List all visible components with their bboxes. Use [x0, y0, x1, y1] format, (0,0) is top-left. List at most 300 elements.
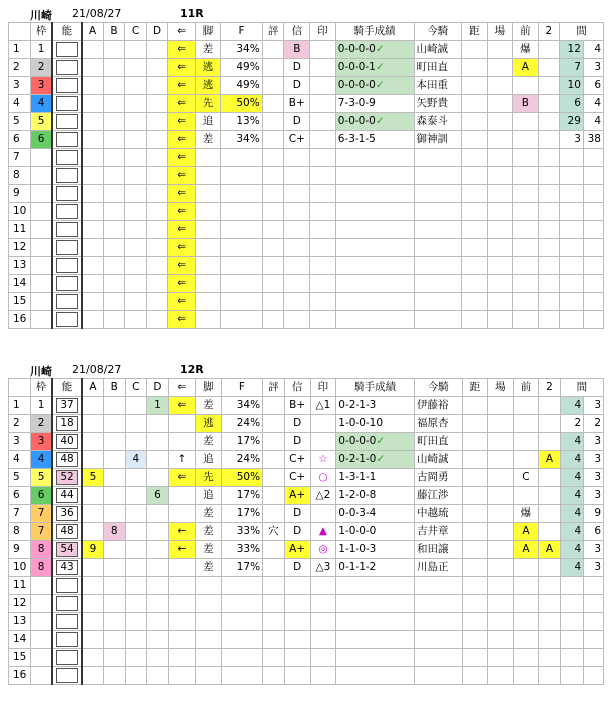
row-number: 15 — [9, 293, 31, 311]
col-c — [125, 311, 147, 329]
col-a — [82, 113, 104, 131]
hyo-cell — [262, 185, 284, 203]
shin-cell: B+ — [284, 397, 310, 415]
konki-cell — [415, 667, 463, 685]
row-number: 15 — [9, 649, 31, 667]
column-header: 2 — [539, 379, 561, 397]
konki-cell — [414, 311, 462, 329]
col-c — [125, 667, 147, 685]
f-cell: 33% — [221, 541, 262, 559]
col-d — [146, 293, 168, 311]
mark-cell — [310, 59, 336, 77]
ba-cell — [487, 203, 513, 221]
row-number: 8 — [9, 167, 31, 185]
interval-2 — [584, 649, 604, 667]
konki-cell — [414, 257, 462, 275]
column-header: 枠 — [30, 379, 52, 397]
kyaku-cell: 差 — [195, 131, 221, 149]
col-a — [82, 221, 104, 239]
kyaku-cell — [195, 311, 221, 329]
waku-cell — [30, 257, 52, 275]
kyori-cell — [462, 257, 488, 275]
interval-1: 10 — [560, 77, 584, 95]
interval-2: 2 — [584, 415, 604, 433]
mark-cell — [310, 613, 336, 631]
mark-cell — [310, 113, 336, 131]
ability-cell — [52, 577, 82, 595]
mae-cell — [513, 113, 539, 131]
col-c — [125, 203, 147, 221]
col-a — [82, 613, 104, 631]
header-blank — [9, 379, 31, 397]
table-row — [9, 667, 604, 685]
interval-2: 3 — [583, 59, 603, 77]
col-d — [146, 95, 168, 113]
interval-1 — [560, 667, 583, 685]
konki-cell: 和田譲 — [415, 541, 463, 559]
mark-cell — [310, 149, 336, 167]
column-header: 騎手成績 — [335, 23, 414, 41]
jockey-record: 1-3-1-1 — [338, 471, 377, 483]
konki-cell: 伊藤裕 — [415, 397, 463, 415]
kyaku-cell — [195, 293, 221, 311]
table-row — [9, 613, 604, 631]
col-c — [125, 59, 147, 77]
table-row — [9, 469, 604, 487]
col-d — [146, 113, 168, 131]
waku-cell — [30, 203, 52, 221]
interval-2 — [583, 239, 603, 257]
column-header: 評 — [263, 379, 285, 397]
ability-cell — [52, 275, 81, 293]
shin-cell: D — [284, 559, 310, 577]
col-a — [82, 185, 104, 203]
col-d — [146, 221, 168, 239]
ability-cell — [52, 667, 82, 685]
konki-cell: 山崎誠 — [415, 451, 463, 469]
f-cell — [221, 667, 262, 685]
ni-cell — [538, 95, 560, 113]
ability-box — [56, 222, 77, 237]
ability-box — [56, 150, 77, 165]
arrow-cell: ⇐ — [168, 469, 195, 487]
kyori-cell — [462, 239, 488, 257]
row-number: 7 — [9, 149, 31, 167]
hyo-cell — [263, 487, 285, 505]
col-c — [125, 113, 147, 131]
arrow-cell: ⇐ — [168, 113, 195, 131]
column-header: 能 — [52, 23, 81, 41]
ba-cell — [487, 149, 513, 167]
mae-cell: B — [513, 95, 539, 113]
mark-cell — [310, 577, 336, 595]
ba-cell — [487, 59, 513, 77]
ba-cell — [487, 275, 513, 293]
col-a — [82, 239, 104, 257]
arrow-cell: ⇐ — [168, 203, 195, 221]
ba-cell — [487, 257, 513, 275]
interval-2: 3 — [584, 541, 604, 559]
konki-cell: 森泰斗 — [414, 113, 462, 131]
shin-cell — [284, 275, 310, 293]
jockey-cell — [335, 167, 414, 185]
mae-cell — [513, 415, 539, 433]
kyori-cell — [462, 131, 488, 149]
konki-cell — [414, 203, 462, 221]
ability-box: 52 — [56, 470, 78, 485]
konki-cell — [415, 631, 463, 649]
hyo-cell — [262, 131, 284, 149]
table-row — [9, 415, 604, 433]
column-header: 間 — [560, 379, 603, 397]
kyori-cell — [462, 469, 488, 487]
row-number: 3 — [9, 433, 31, 451]
race-block-11r — [8, 2, 604, 329]
konki-cell — [415, 649, 463, 667]
col-c — [125, 523, 147, 541]
race-header — [8, 2, 604, 22]
mae-cell — [513, 149, 539, 167]
ba-cell — [488, 541, 514, 559]
interval-1 — [560, 221, 584, 239]
row-number: 9 — [9, 185, 31, 203]
col-d — [146, 311, 168, 329]
jockey-record: 0-2-1-3 — [338, 399, 377, 411]
ni-cell — [538, 59, 560, 77]
arrow-cell: ⇐ — [168, 275, 195, 293]
shin-cell — [284, 167, 310, 185]
konki-cell: 福原杏 — [415, 415, 463, 433]
kyori-cell — [462, 221, 488, 239]
arrow-cell — [168, 415, 195, 433]
table-row — [9, 523, 604, 541]
waku-cell: 3 — [30, 77, 52, 95]
col-a — [82, 41, 104, 59]
kyaku-cell — [195, 185, 221, 203]
jockey-cell — [336, 631, 415, 649]
jockey-cell — [336, 433, 415, 451]
f-cell — [221, 649, 262, 667]
waku-cell — [30, 649, 52, 667]
jockey-cell — [336, 541, 415, 559]
f-cell — [221, 631, 262, 649]
kyori-cell — [462, 415, 488, 433]
interval-2 — [584, 613, 604, 631]
header-row — [9, 23, 604, 41]
kyori-cell — [462, 649, 488, 667]
interval-2: 3 — [584, 433, 604, 451]
hyo-cell — [263, 541, 285, 559]
ability-box — [56, 596, 78, 611]
arrow-cell: ⇐ — [168, 167, 195, 185]
ability-box — [56, 294, 77, 309]
waku-cell: 2 — [30, 59, 52, 77]
column-header: 信 — [284, 379, 310, 397]
shin-cell — [284, 577, 310, 595]
col-b — [103, 203, 125, 221]
f-cell: 50% — [221, 469, 262, 487]
interval-1: 6 — [560, 95, 584, 113]
column-header: A — [82, 379, 104, 397]
col-b — [103, 77, 125, 95]
jockey-cell — [336, 487, 415, 505]
race-number: 12R — [180, 363, 204, 376]
mark-cell — [310, 167, 336, 185]
konki-cell — [415, 613, 463, 631]
ability-cell — [52, 113, 81, 131]
mark-cell — [310, 631, 336, 649]
ni-cell — [538, 185, 560, 203]
col-b — [103, 487, 125, 505]
waku-cell — [30, 221, 52, 239]
shin-cell: A+ — [284, 487, 310, 505]
ability-box — [56, 60, 77, 75]
ability-box — [56, 312, 77, 327]
interval-2: 9 — [584, 505, 604, 523]
mae-cell — [513, 559, 539, 577]
race-table — [8, 22, 604, 329]
col-d — [147, 595, 169, 613]
ba-cell — [487, 95, 513, 113]
col-a — [82, 451, 104, 469]
column-header: 評 — [262, 23, 284, 41]
column-header: 枠 — [30, 23, 52, 41]
ability-cell — [52, 469, 82, 487]
hyo-cell — [263, 505, 285, 523]
jockey-cell — [335, 59, 414, 77]
ni-cell — [539, 577, 561, 595]
waku-cell — [30, 595, 52, 613]
ba-cell — [487, 185, 513, 203]
interval-2 — [583, 311, 603, 329]
col-d — [146, 185, 168, 203]
col-a — [82, 257, 104, 275]
column-header: ⇐ — [168, 379, 195, 397]
mark-cell — [310, 415, 336, 433]
col-c — [125, 77, 147, 95]
column-header: F — [221, 23, 262, 41]
column-header: C — [125, 379, 147, 397]
ba-cell — [488, 667, 514, 685]
ability-cell — [52, 523, 82, 541]
table-row — [9, 595, 604, 613]
col-c — [125, 221, 147, 239]
jockey-cell — [336, 613, 415, 631]
jockey-cell — [336, 595, 415, 613]
f-cell — [221, 595, 262, 613]
row-number: 12 — [9, 595, 31, 613]
ability-box: 54 — [56, 542, 78, 557]
col-c — [125, 559, 147, 577]
col-d — [146, 275, 168, 293]
col-b — [103, 397, 125, 415]
hyo-cell — [262, 59, 284, 77]
ba-cell — [488, 631, 514, 649]
arrow-cell: ⇐ — [168, 59, 195, 77]
kyori-cell — [462, 541, 488, 559]
waku-cell — [30, 667, 52, 685]
waku-cell — [30, 239, 52, 257]
ba-cell — [488, 559, 514, 577]
arrow-cell — [168, 505, 195, 523]
row-number: 4 — [9, 95, 31, 113]
interval-1 — [560, 293, 584, 311]
mark-cell — [310, 293, 336, 311]
col-b — [103, 451, 125, 469]
shin-cell — [284, 293, 310, 311]
kyaku-cell: 先 — [195, 95, 221, 113]
arrow-cell — [168, 631, 195, 649]
interval-2 — [583, 257, 603, 275]
waku-cell: 1 — [30, 397, 52, 415]
row-number: 1 — [9, 397, 31, 415]
hyo-cell — [262, 41, 284, 59]
ability-cell — [52, 167, 81, 185]
kyori-cell — [462, 559, 488, 577]
ability-box: 48 — [56, 452, 78, 467]
f-cell — [221, 257, 262, 275]
shin-cell: D — [284, 505, 310, 523]
konki-cell: 藤江渉 — [415, 487, 463, 505]
ba-cell — [487, 221, 513, 239]
ability-cell — [52, 41, 81, 59]
kyori-cell — [462, 59, 488, 77]
shin-cell: D — [284, 523, 310, 541]
column-header: 脚 — [196, 379, 222, 397]
col-b — [103, 167, 125, 185]
row-number: 14 — [9, 631, 31, 649]
jockey-record: 0-0-3-4 — [338, 507, 377, 519]
interval-2: 4 — [583, 113, 603, 131]
hyo-cell — [262, 113, 284, 131]
mark-cell: △2 — [310, 487, 336, 505]
shin-cell: C+ — [284, 469, 310, 487]
ni-cell — [538, 311, 560, 329]
kyori-cell — [462, 113, 488, 131]
table-row — [9, 41, 604, 59]
column-header: B — [103, 23, 125, 41]
col-a — [82, 577, 104, 595]
column-header: 前 — [513, 23, 539, 41]
row-number: 10 — [9, 203, 31, 221]
shin-cell: D — [284, 77, 310, 95]
jockey-cell — [335, 257, 414, 275]
mae-cell: 爆 — [513, 41, 539, 59]
ability-box: 43 — [56, 560, 78, 575]
arrow-cell — [168, 649, 195, 667]
f-cell — [221, 149, 262, 167]
interval-2: 4 — [583, 95, 603, 113]
row-number: 16 — [9, 311, 31, 329]
col-a — [82, 311, 104, 329]
waku-cell — [30, 275, 52, 293]
mae-cell: A — [513, 523, 539, 541]
ability-cell — [52, 77, 81, 95]
venue-label: 川崎 — [30, 365, 52, 378]
kyaku-cell — [196, 595, 222, 613]
konki-cell: 川島正 — [415, 559, 463, 577]
waku-cell: 7 — [30, 523, 52, 541]
f-cell: 17% — [221, 559, 262, 577]
col-a — [82, 559, 104, 577]
column-header: 場 — [488, 379, 514, 397]
ni-cell — [538, 293, 560, 311]
kyori-cell — [462, 505, 488, 523]
mae-cell: C — [513, 469, 539, 487]
col-b — [103, 415, 125, 433]
col-b — [103, 41, 125, 59]
interval-2 — [583, 167, 603, 185]
mark-cell — [310, 275, 336, 293]
table-row — [9, 311, 604, 329]
check-icon: ✓ — [375, 115, 385, 127]
column-header: 場 — [487, 23, 513, 41]
col-c — [125, 433, 147, 451]
row-number: 2 — [9, 415, 31, 433]
interval-2: 3 — [584, 397, 604, 415]
col-c — [125, 41, 147, 59]
table-row — [9, 541, 604, 559]
jockey-cell — [335, 185, 414, 203]
shin-cell: D — [284, 113, 310, 131]
table-row — [9, 293, 604, 311]
ba-cell — [487, 167, 513, 185]
col-c — [125, 541, 147, 559]
ni-cell — [539, 667, 561, 685]
arrow-cell: ⇐ — [168, 131, 195, 149]
mae-cell — [513, 487, 539, 505]
ability-cell — [52, 649, 82, 667]
row-number: 8 — [9, 523, 31, 541]
jockey-cell — [335, 77, 414, 95]
waku-cell: 6 — [30, 487, 52, 505]
row-number: 10 — [9, 559, 31, 577]
shin-cell — [284, 631, 310, 649]
jockey-cell — [336, 397, 415, 415]
hyo-cell — [263, 451, 285, 469]
col-a: 9 — [82, 541, 104, 559]
mark-cell — [310, 649, 336, 667]
col-a: 5 — [82, 469, 104, 487]
col-d — [147, 451, 169, 469]
ability-box: 18 — [56, 416, 78, 431]
row-number: 14 — [9, 275, 31, 293]
kyori-cell — [462, 487, 488, 505]
column-header: B — [103, 379, 125, 397]
mark-cell — [310, 433, 336, 451]
table-row — [9, 451, 604, 469]
mae-cell — [513, 185, 539, 203]
column-header: 印 — [310, 379, 336, 397]
mae-cell — [513, 667, 539, 685]
row-number: 6 — [9, 487, 31, 505]
f-cell: 50% — [221, 95, 262, 113]
f-cell: 17% — [221, 505, 262, 523]
row-number: 13 — [9, 613, 31, 631]
col-b — [103, 559, 125, 577]
col-c — [125, 415, 147, 433]
kyori-cell — [462, 577, 488, 595]
f-cell — [221, 185, 262, 203]
f-cell — [221, 203, 262, 221]
race-header — [8, 358, 604, 378]
mae-cell: A — [513, 59, 539, 77]
interval-1 — [560, 311, 584, 329]
column-header: 騎手成績 — [336, 379, 415, 397]
ba-cell — [488, 397, 514, 415]
col-a — [82, 293, 104, 311]
table-row — [9, 77, 604, 95]
